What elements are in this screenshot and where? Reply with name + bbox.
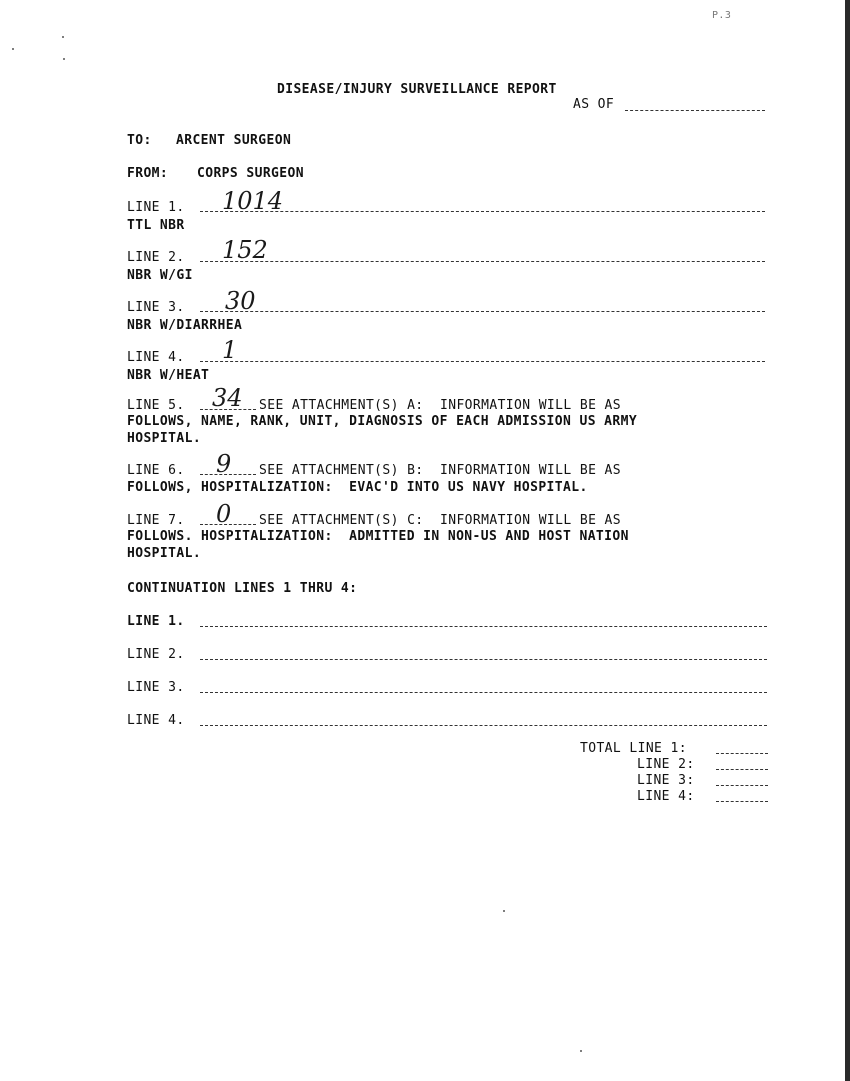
total-line-2-field[interactable] (716, 769, 768, 770)
continuation-line-2-field[interactable] (200, 659, 767, 660)
total-line-1-label: TOTAL LINE 1: (580, 741, 687, 756)
line-6-label: LINE 6. (127, 463, 185, 478)
scan-speck (503, 910, 505, 912)
scan-speck (62, 36, 64, 38)
line-7-text: SEE ATTACHMENT(S) C: INFORMATION WILL BE AS (259, 513, 621, 528)
line-4-value: 1 (222, 336, 238, 364)
as-of-field[interactable] (625, 110, 765, 111)
line-4-caption: NBR W/HEAT (127, 368, 210, 383)
line-7-label: LINE 7. (127, 513, 185, 528)
line-4-label: LINE 4. (127, 350, 185, 365)
total-line-2-label: LINE 2: (637, 757, 695, 772)
report-title: DISEASE/INJURY SURVEILLANCE REPORT (277, 82, 557, 97)
line-7-text-3: HOSPITAL. (127, 546, 202, 561)
total-line-4-field[interactable] (716, 801, 768, 802)
line-6-value: 9 (216, 450, 232, 478)
line-2-field[interactable] (200, 261, 765, 262)
line-7-text-2: FOLLOWS. HOSPITALIZATION: ADMITTED IN NON-US AND HOST NATION (127, 529, 629, 544)
scan-speck (12, 48, 14, 50)
continuation-heading: CONTINUATION LINES 1 THRU 4: (127, 581, 358, 596)
from-value: CORPS SURGEON (197, 166, 304, 181)
scan-page-edge (845, 0, 850, 1081)
continuation-line-3-field[interactable] (200, 692, 767, 693)
total-line-1-field[interactable] (716, 753, 768, 754)
as-of-label: AS OF (573, 97, 615, 112)
line-1-value: 1014 (222, 187, 284, 215)
line-3-label: LINE 3. (127, 300, 185, 315)
continuation-line-3-label: LINE 3. (127, 680, 185, 695)
line-3-field[interactable] (200, 311, 765, 312)
line-5-text: SEE ATTACHMENT(S) A: INFORMATION WILL BE AS (259, 398, 621, 413)
to-value: ARCENT SURGEON (176, 133, 292, 148)
continuation-line-1-label: LINE 1. (127, 614, 185, 629)
continuation-line-4-label: LINE 4. (127, 713, 185, 728)
from-label: FROM: (127, 166, 169, 181)
continuation-line-4-field[interactable] (200, 725, 767, 726)
line-5-value: 34 (212, 384, 243, 412)
line-6-text-2: FOLLOWS, HOSPITALIZATION: EVAC'D INTO US NAVY HOSPITAL. (127, 480, 588, 495)
page-mark: P.3 (712, 10, 732, 21)
to-label: TO: (127, 133, 152, 148)
line-5-text-2: FOLLOWS, NAME, RANK, UNIT, DIAGNOSIS OF EACH ADMISSION US ARMY (127, 414, 638, 429)
line-2-label: LINE 2. (127, 250, 185, 265)
continuation-line-2-label: LINE 2. (127, 647, 185, 662)
line-2-value: 152 (222, 236, 268, 264)
total-line-3-field[interactable] (716, 785, 768, 786)
total-line-3-label: LINE 3: (637, 773, 695, 788)
line-1-field[interactable] (200, 211, 765, 212)
total-line-4-label: LINE 4: (637, 789, 695, 804)
line-7-value: 0 (216, 500, 232, 528)
line-3-value: 30 (225, 287, 256, 315)
line-3-caption: NBR W/DIARRHEA (127, 318, 243, 333)
line-2-caption: NBR W/GI (127, 268, 193, 283)
scan-speck (63, 58, 65, 60)
line-5-text-3: HOSPITAL. (127, 431, 202, 446)
line-1-caption: TTL NBR (127, 218, 185, 233)
line-5-label: LINE 5. (127, 398, 185, 413)
line-6-text: SEE ATTACHMENT(S) B: INFORMATION WILL BE AS (259, 463, 621, 478)
line-4-field[interactable] (200, 361, 765, 362)
scan-speck (580, 1050, 582, 1052)
continuation-line-1-field[interactable] (200, 626, 767, 627)
line-1-label: LINE 1. (127, 200, 185, 215)
